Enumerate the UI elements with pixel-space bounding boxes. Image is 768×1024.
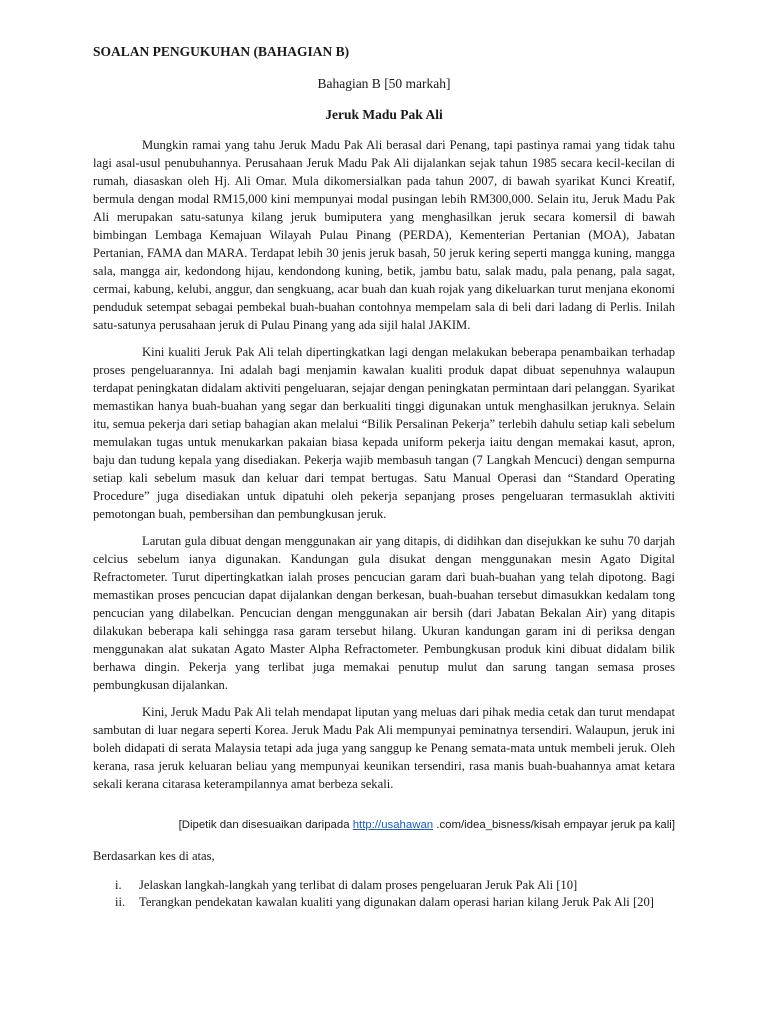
question-number: i.: [115, 878, 122, 892]
case-body: [93, 136, 675, 802]
case-title: Jeruk Madu Pak Ali: [325, 107, 443, 122]
question-list: [93, 877, 693, 911]
question-text: Jelaskan langkah-langkah yang terlibat di dalam proses pengeluaran Jeruk Pak Ali [10]: [139, 878, 578, 892]
question-item: [93, 877, 693, 894]
paragraph-3: Larutan gula dibuat dengan menggunakan air yang ditapis, di didihkan dan disejukkan ke suhu 70 darjah celcius sebelum ianya digunakan. Kandungan gula disukat dengan menggunakan mesin Agato Digital Refractometer. Turut dipertingkatkan ialah proses pencucian garam dari buah-buahan yang telah dipotong. Bagi memastikan proses pencucian dapat dijalankan dengan berkesan, buah-buahan tersebut dimasukkan kedalam tong pencucian yang dilabelkan. Pencucian dengan menggunakan air bersih (dari Jabatan Bekalan Air) yang ditapis dilakukan beberapa kali sehingga rasa garam tersebut hilang. Ukuran kandungan garam ini di periksa dengan menggunakan alat sukatan Agato Master Alpha Refractometer. Pembungkusan produk kini dibuat didalam bilik berhawa dingin. Pekerja yang terlibat juga memakai penutup mulut dan sarung tangan semasa proses pembungkusan dijalankan.: [93, 534, 675, 692]
source-link[interactable]: http://usahawan: [352, 819, 434, 831]
source-prefix: [Dipetik dan disesuaikan daripada: [178, 819, 353, 831]
paragraph-4: Kini, Jeruk Madu Pak Ali telah mendapat liputan yang meluas dari pihak media cetak dan turut mendapat sambutan di luar negara seperti Korea. Jeruk Madu Pak Ali mempunyai peminatnya tersendiri. Walaupun, jeruk ini boleh didapati di serata Malaysia tetapi ada juga yang sanggup ke Penang semata-mata untuk membeli jeruk. Oleh kerana, rasa jeruk keluaran beliau yang mempunyai keunikan tersendiri, rasa manis buah-buahannya amat ketara sekali kerana citarasa keterampilannya amat berbeza sekali.: [93, 705, 675, 791]
document-heading: SOALAN PENGUKUHAN (BAHAGIAN B): [93, 44, 350, 59]
question-text: Terangkan pendekatan kawalan kualiti yang digunakan dalam operasi harian kilang Jeruk Pak Ali [20]: [139, 895, 654, 909]
source-suffix: .com/idea_bisness/kisah empayar jeruk pa kali]: [433, 819, 675, 831]
source-citation: [179, 819, 675, 831]
section-label: Bahagian B [50 markah]: [317, 76, 451, 91]
question-item: [93, 894, 693, 911]
question-prompt: Berdasarkan kes di atas,: [93, 849, 215, 863]
paragraph-2: Kini kualiti Jeruk Pak Ali telah dipertingkatkan lagi dengan melakukan beberapa penambaikan terhadap proses pengeluarannya. Ini adalah bagi menjamin kawalan kualiti produk dapat dibuat sepenuhnya walaupun terdapat peningkatan didalam aktiviti pengeluaran, sejajar dengan peningkatan permintaan dari pelanggan. Syarikat memastikan hanya buah-buahan yang segar dan berkualiti tinggi digunakan untuk menghasilkan jeruknya. Selain itu, semua pekerja dari setiap bahagian akan melalui “Bilik Persalinan Pekerja” terlebih dahulu setiap kali sebelum memulakan tugas untuk menukarkan pakaian biasa kepada uniform pekerja iaitu dengan memakai kasut, apron, baju dan tudung kepala yang disediakan. Pekerja wajib membasuh tangan (7 Langkah Mencuci) dengan sempurna setiap kali sebelum masuk dan keluar dari tempat bertugas. Satu Manual Operasi dan “Standard Operating Procedure” juga disediakan untuk dipatuhi oleh pekerja sepanjang proses pengeluaran termasuklah aktiviti pemotongan buah, pembersihan dan pembungkusan jeruk.: [93, 345, 675, 521]
paragraph-1: Mungkin ramai yang tahu Jeruk Madu Pak Ali berasal dari Penang, tapi pastinya ramai yang tidak tahu lagi asal-usul penubuhannya. Perusahaan Jeruk Madu Pak Ali dijalankan sejak tahun 1985 secara kecil-kecilan di rumah, diasaskan oleh Hj. Ali Omar. Mula dikomersialkan pada tahun 2007, di bawah syarikat Kunci Kreatif, bermula dengan modal RM15,000 kini mempunyai modal pusingan lebih RM300,000. Selain itu, Jeruk Madu Pak Ali merupakan satu-satunya kilang jeruk bumiputera yang menghasilkan jeruk secara komersil di bawah bimbingan Lembaga Kemajuan Wilayah Pulau Pinang (PERDA), Kementerian Pertanian (MOA), Jabatan Pertanian, FAMA dan MARA. Terdapat lebih 30 jenis jeruk basah, 50 jeruk kering seperti mangga kuning, mangga sala, mangga air, kedondong hijau, kendondong kuning, betik, jambu batu, salak madu, pala penang, pala sagat, cermai, kabung, kelubi, anggur, dan sengkuang, acar buah dan kuah rojak yang dikeluarkan turut menjana ekonomi penduduk setempat sebagai pembekal buah-buahan contohnya mempelam sala di beli dari ladang di Perlis. Inilah satu-satunya perusahaan jeruk di Pulau Pinang yang ada sijil halal JAKIM.: [93, 138, 675, 332]
question-number: ii.: [115, 895, 126, 909]
